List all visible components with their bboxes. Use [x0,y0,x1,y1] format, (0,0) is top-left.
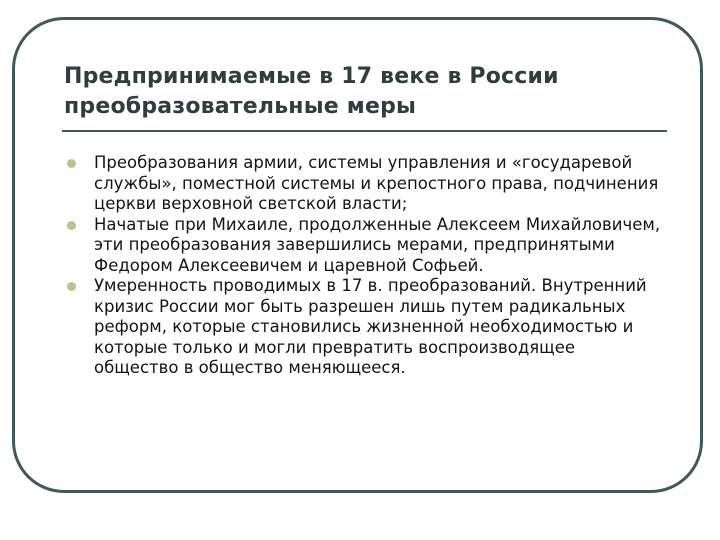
bullet-item [62,153,662,215]
bullet-text: Умеренность проводимых в 17 в. преобразований. Внутренний кризис России мог быть разрешен лишь путем радикальных реформ, которые становились жизненной необходимостью и которые только и могли превратить воспроизводящее общество в общество меняющееся. [94,276,647,377]
bullet-dot-icon [67,282,76,291]
slide-title: Предпринимаемые в 17 веке в России преобразовательные меры [64,64,559,119]
bullet-dot-icon [67,221,76,230]
bullet-dot-icon [67,159,76,168]
bullet-text: Начатые при Михаиле, продолженные Алексеем Михайловичем, эти преобразования завершились мерами, предпринятыми Федором Алексеевичем и царевной Софьей. [94,214,661,275]
bullet-item [62,215,662,277]
bullet-item [62,276,662,379]
bullet-text: Преобразования армии, системы управления и «государевой службы», поместной системы и крепостного права, подчинения церкви верховной светской власти; [94,153,659,213]
bullet-list [62,153,662,379]
title-divider [62,130,667,132]
